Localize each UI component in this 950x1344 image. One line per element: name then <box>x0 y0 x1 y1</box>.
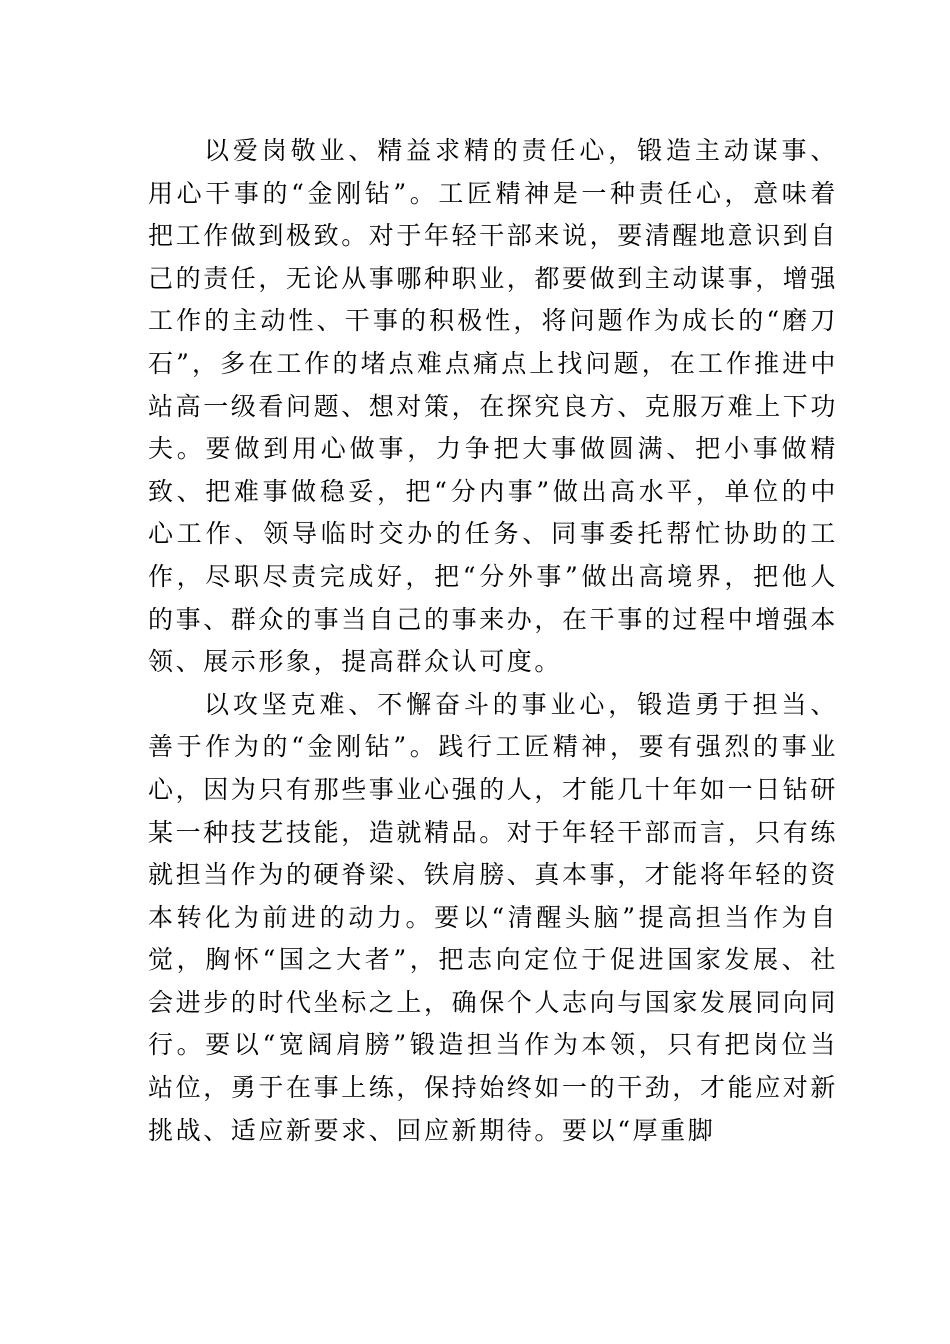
document-body <box>148 130 838 1152</box>
paragraph-career: 以攻坚克难、不懈奋斗的事业心，锻造勇于担当、善于作为的“金刚钻”。践行工匠精神，要有强烈的事业心，因为只有那些事业心强的人，才能几十年如一日钻研某一种技艺技能，造就精品。对于年轻干部而言，只有练就担当作为的硬脊梁、铁肩膀、真本事，才能将年轻的资本转化为前进的动力。要以“清醒头脑”提高担当作为自觉，胸怀“国之大者”，把志向定位于促进国家发展、社会进步的时代坐标之上，确保个人志向与国家发展同向同行。要以“宽阔肩膀”锻造担当作为本领，只有把岗位当站位，勇于在事上练，保持始终如一的干劲，才能应对新挑战、适应新要求、回应新期待。要以“厚重脚 <box>148 689 839 1145</box>
paragraph-responsibility: 以爱岗敬业、精益求精的责任心，锻造主动谋事、用心干事的“金刚钻”。工匠精神是一种责任心，意味着把工作做到极致。对于年轻干部来说，要清醒地意识到自己的责任，无论从事哪种职业，都要做到主动谋事，增强工作的主动性、干事的积极性，将问题作为成长的“磨刀石”，多在工作的堵点难点痛点上找问题，在工作推进中站高一级看问题、想对策，在探究良方、克服万难上下功夫。要做到用心做事，力争把大事做圆满、把小事做精致、把难事做稳妥，把“分内事”做出高水平，单位的中心工作、领导临时交办的任务、同事委托帮忙协助的工作，尽职尽责完成好，把“分外事”做出高境界，把他人的事、群众的事当自己的事来办，在干事的过程中增强本领、展示形象，提高群众认可度。 <box>148 136 839 677</box>
